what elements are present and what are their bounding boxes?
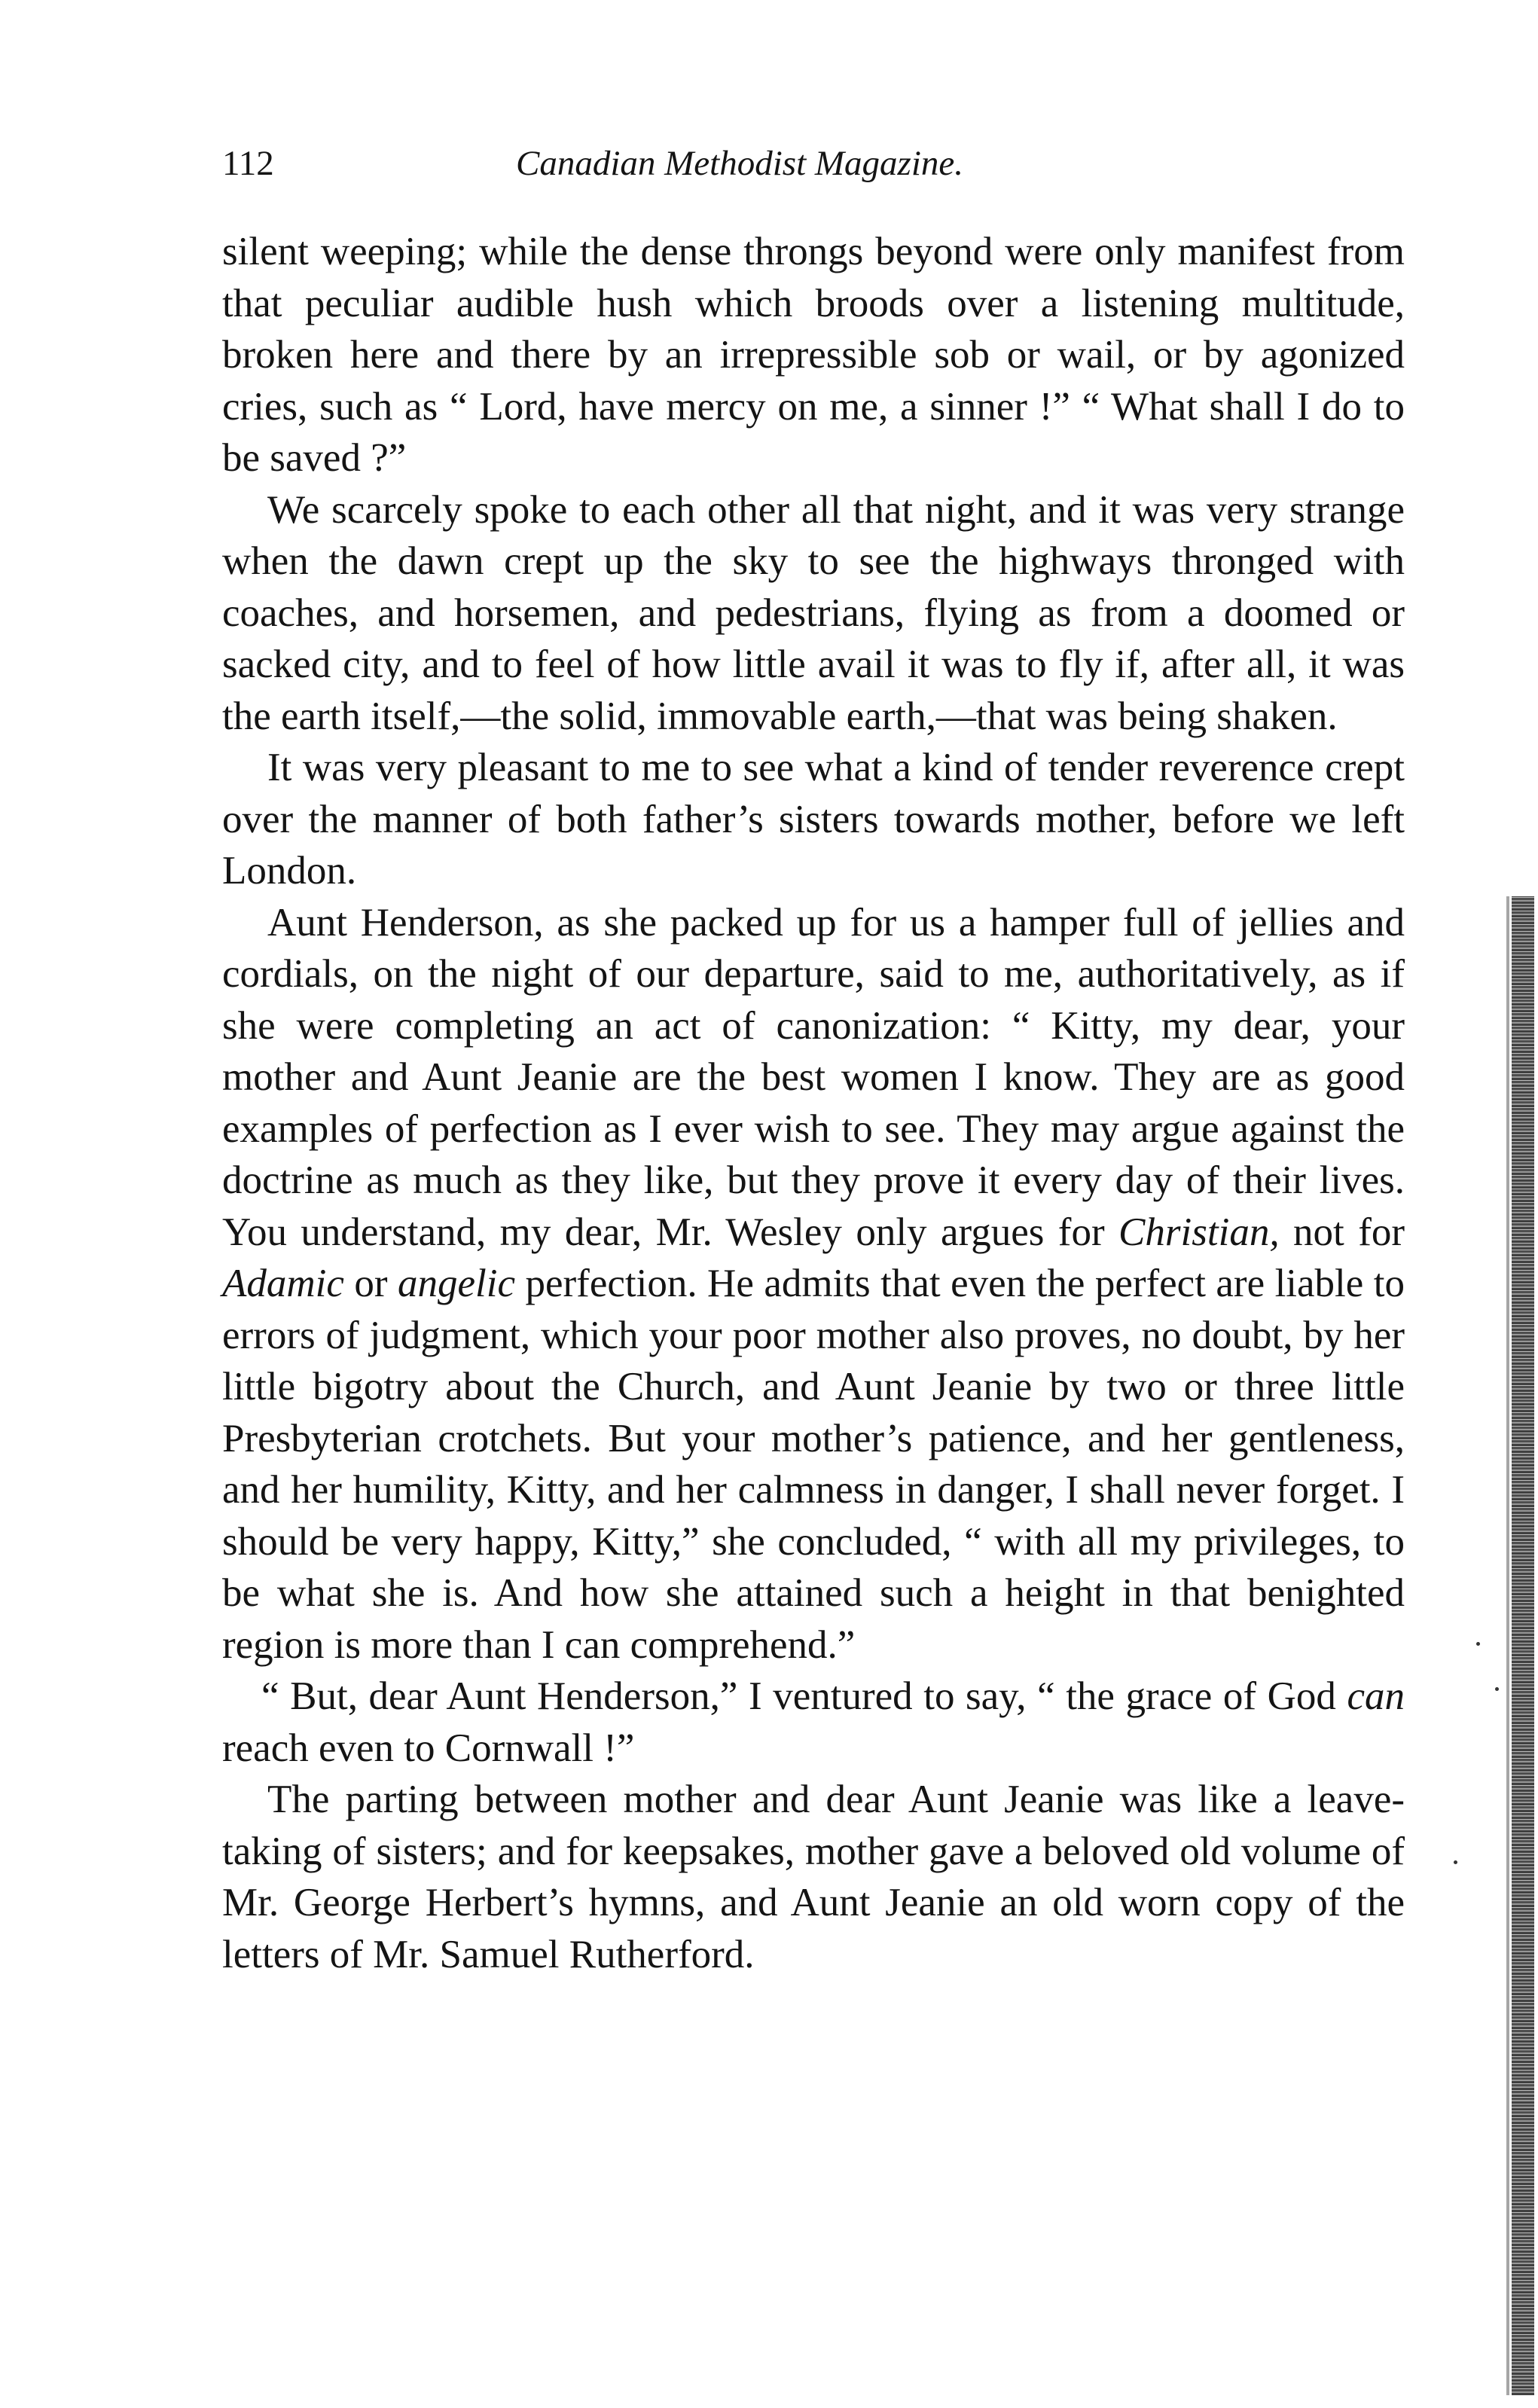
scan-speck: [1495, 1687, 1499, 1691]
running-title: Canadian Methodist Magazine.: [516, 144, 963, 183]
emphasis-adamic: Adamic: [222, 1262, 344, 1305]
emphasis-can: can: [1347, 1674, 1405, 1718]
book-binding-edge: [1512, 896, 1534, 2395]
page-header: [222, 137, 1405, 190]
page-number: 112: [222, 144, 274, 183]
paragraph-3: It was very pleasant to me to see what a kind of tender reverence crept over the manner of both father’s sisters towards mother, before we left London.: [222, 746, 1405, 893]
paragraph-5-text-c: reach even to Cornwall !”: [222, 1726, 635, 1770]
paragraph-4: [222, 897, 1405, 1671]
paragraph-4-text-a: Aunt Henderson, as she packed up for us a hamper full of jellies and cordials, on the night of our departure, said to me, authoritatively, as if she were completing an act of canonization: “ Kitty, my dear, your mother and Aunt Jeanie are the best women I know. They are as good examples of perfection as I ever wish to see. They may argue against the doctrine as much as they like, but they prove it every day of their lives. You understand, my dear, Mr. Wesley only argues for: [222, 900, 1405, 1254]
page-edge-shadow: [1506, 896, 1509, 2395]
body-text: [222, 226, 1405, 1980]
paragraph-4-text-g: perfection. He admits that even the perfect are liable to errors of judgment, which your poor mother also proves, no doubt, by her little bigotry about the Church, and Aunt Jeanie by two or three little Presbyterian crotchets. But your mother’s patience, and her gentleness, and her humility, Kitty, and her calmness in danger, I shall never forget. I should be very happy, Kitty,” she concluded, “ with all my privileges, to be what she is. And how she attained such a height in that benighted region is more than I can comprehend.”: [222, 1262, 1405, 1667]
paragraph-2: We scarcely spoke to each other all that night, and it was very strange when the dawn crept up the sky to see the highways thronged with coaches, and horsemen, and pedestrians, flying as from a doomed or sacked city, and to feel of how little avail it was to fly if, after all, it was the earth itself,—the solid, immovable earth,—that was being shaken.: [222, 487, 1405, 738]
scan-speck: [1476, 1642, 1480, 1646]
paragraph-1: silent weeping; while the dense throngs beyond were only manifest from that peculiar audible hush which broods over a listening multitude, broken here and there by an irrepressible sob or wail, or by agonized cries, such as “ Lord, have mercy on me, a sinner !” “ What shall I do to be saved ?”: [222, 230, 1405, 480]
scan-speck: [1454, 1860, 1457, 1864]
paragraph-5-text-a: “ But, dear Aunt Henderson,” I ventured to say, “ the grace of God: [261, 1674, 1347, 1718]
emphasis-christian: Christian,: [1118, 1210, 1280, 1254]
paragraph-5: [222, 1671, 1405, 1774]
paragraph-6: The parting between mother and dear Aunt Jeanie was like a leave-taking of sisters; and for keepsakes, mother gave a beloved old volume of Mr. George Herbert’s hymns, and Aunt Jeanie an old worn copy of the letters of Mr. Samuel Rutherford.: [222, 1778, 1405, 1976]
emphasis-angelic: angelic: [398, 1262, 516, 1305]
paragraph-4-text-c: not for: [1279, 1210, 1405, 1254]
paragraph-4-text-e: or: [343, 1262, 398, 1305]
